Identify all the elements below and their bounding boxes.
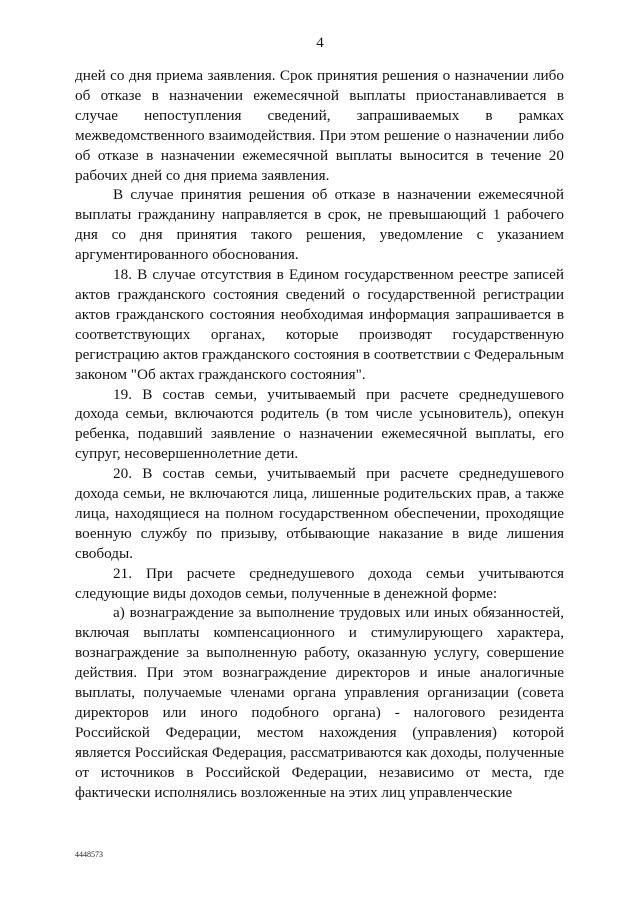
paragraph-refusal-notice: В случае принятия решения об отказе в назначении ежемесячной выплаты гражданину направляется в срок, не превышающий 1 рабочего дня со дня принятия такого решения, уведомление с указанием аргументированного обоснования. xyxy=(75,186,564,264)
page-number: 4 xyxy=(316,35,324,51)
paragraph-21: 21. При расчете среднедушевого дохода семьи учитываются следующие виды доходов семьи, полученные в денежной форме: xyxy=(75,564,564,602)
paragraph-18: 18. В случае отсутствия в Едином государственном реестре записей актов гражданского состояния сведений о государственной регистрации актов гражданского состояния необходимая информация запрашивается в соответствующих органах, которые производят государственную регистрацию актов гражданского состояния в соответствии с Федеральным законом "Об актах гражданского состояния". xyxy=(75,266,565,383)
paragraph-19: 19. В состав семьи, учитываемый при расчете среднедушевого дохода семьи, включаются родитель (в том числе усыновитель), опекун ребенка, подавший заявление о назначении ежемесячной выплаты, его супруг, несовершеннолетние дети. xyxy=(75,385,564,463)
paragraph-20: 20. В состав семьи, учитываемый при расчете среднедушевого дохода семьи, не включаются лица, лишенные родительских прав, а также лица, находящиеся на полном государственном обеспечении, проходящие военную службу по призыву, отбывающие наказание в виде лишения свободы. xyxy=(75,465,564,562)
document-body xyxy=(75,66,564,803)
paragraph-21-a: а) вознаграждение за выполнение трудовых или иных обязанностей, включая выплаты компенсационного и стимулирующего характера, вознаграждение за выполненную работу, оказанную услугу, совершение действия. При этом вознаграждение директоров и иные аналогичные выплаты, получаемые членами органа управления организации (совета директоров или иного подобного органа) - налогового резидента Российской Федерации, местом нахождения (управления) которой является Российская Федерация, рассматриваются как доходы, полученные от источников в Российской Федерации, независимо от места, где фактически исполнялись возложенные на этих лиц управленческие xyxy=(75,604,564,801)
paragraph-continuation: дней со дня приема заявления. Срок принятия решения о назначении либо об отказе в назначении ежемесячной выплаты приостанавливается в случае непоступления сведений, запрашиваемых в рамках межведомственного взаимодействия. При этом решение о назначении либо об отказе в назначении ежемесячной выплаты выносится в течение 20 рабочих дней со дня приема заявления. xyxy=(75,67,564,184)
document-id: 4448573 xyxy=(75,850,103,859)
